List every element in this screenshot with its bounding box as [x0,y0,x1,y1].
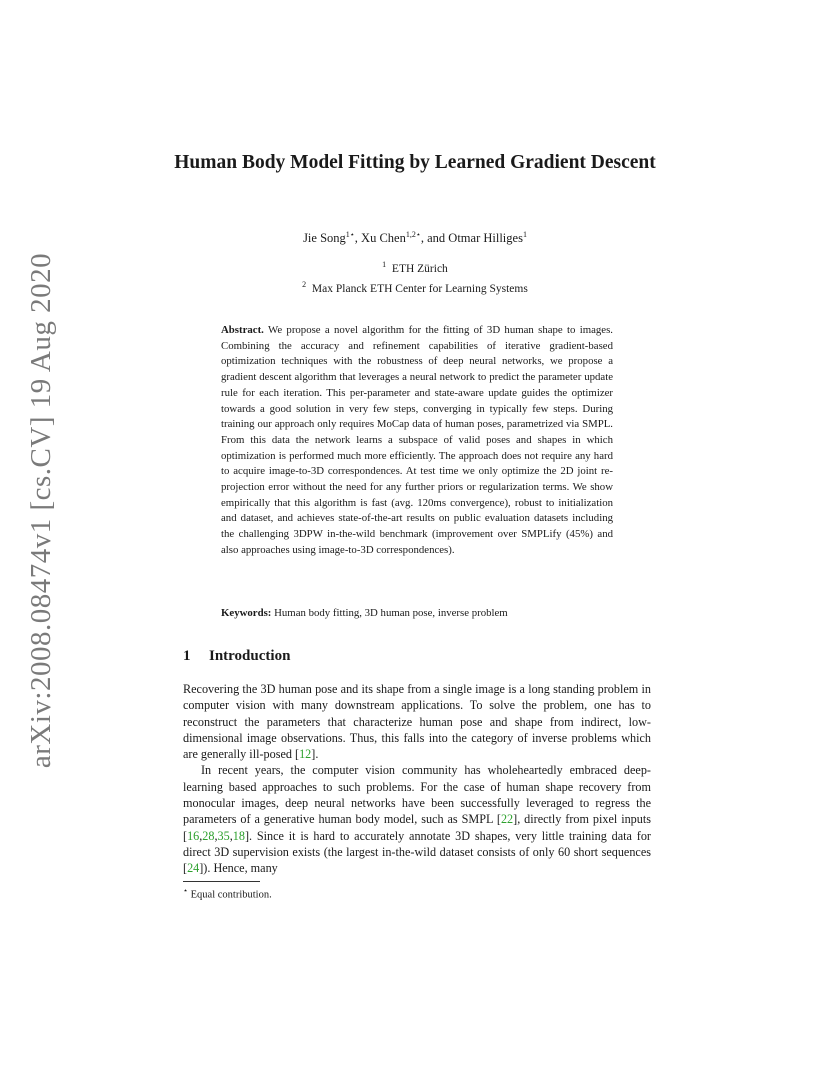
citation-link[interactable]: 12 [299,747,312,762]
text-run: In recent years, the computer vision community has wholeheartedly embraced deep-learning based approaches to such problems. For the case of human shape recovery from monocular images, deep neural networks have been successfully leveraged to regress the parameters of a generative human body model, such as SMPL [ [183,763,651,827]
paper-title: Human Body Model Fitting by Learned Gradient Descent [174,152,656,173]
affiliation-name: ETH Zürich [391,262,448,275]
arxiv-id: arXiv:2008.08474v1 [cs.CV] 19 Aug 2020 [25,252,58,768]
abstract [221,323,613,559]
arxiv-stamp [20,252,64,768]
text-run: , [229,828,233,843]
section-heading [183,648,290,665]
author-name: Jie Song [303,231,346,246]
section-title: Introduction [209,648,291,664]
text-run: ]. Since it is hard to accurately annotate 3D shapes, very little training data for direct 3D supervision exists (the largest in-the-wild dataset consists of only 60 short sequences [ [183,828,651,876]
author-mark: 1⋆ [345,230,355,239]
paragraph [183,681,651,762]
affiliation-mark: 1 [382,260,387,269]
citation-link[interactable]: 24 [187,861,200,876]
affiliations [200,257,630,297]
keywords-text: Human body fitting, 3D human pose, inverse problem [274,607,508,619]
text-run: , [199,828,203,843]
footnote [183,886,272,901]
affiliation [200,257,630,277]
abstract-label: Abstract. [221,324,264,336]
paragraph [183,762,651,876]
citation-link[interactable]: 16 [187,828,200,843]
author-name: Xu Chen [361,231,406,246]
footnote-text: Equal contribution. [190,889,272,901]
keywords [221,606,613,621]
abstract-text: We propose a novel algorithm for the fitting of 3D human shape to images. Combining the accuracy and refinement capabilities of iterative gradient-based optimization techniques with the robustness of deep neural networks, we propose a gradient descent algorithm that leverages a neural network to predict the parameter update rule for each iteration. This per-parameter and state-aware update guides the optimizer towards a good solution in very few steps, converging in typically few steps. During training our approach only requires MoCap data of human poses, parametrized via SMPL. From this data the network learns a subspace of valid poses and shapes in which optimization is performed much more efficiently. The approach does not require any hard to acquire image-to-3D correspondences. At test time we only optimize the 2D joint re-projection error without the need for any further priors or regularization terms. We show empirically that this algorithm is fast (avg. 120ms convergence), robust to initialization and dataset, and achieves state-of-the-art results on public evaluation datasets including the challenging 3DPW in-the-wild benchmark (improvement over SMPLify (45%) and also approaches using image-to-3D correspondences). [221,324,613,556]
keywords-label: Keywords: [221,607,272,619]
author-mark: 1 [522,230,527,239]
author-mark: 1,2⋆ [405,230,421,239]
affiliation [200,277,630,297]
text-run: ], directly from pixel inputs [ [183,812,651,843]
footnote-mark: ⋆ [183,886,189,895]
author-list [180,230,650,246]
affiliation-mark: 2 [302,279,307,289]
citation-link[interactable]: 22 [500,812,514,827]
footnote-rule [183,881,260,882]
citation-link[interactable]: 28 [202,828,215,843]
author-separator: , [354,231,362,246]
text-run: ]). Hence, many [199,861,278,876]
author-name: Otmar Hilliges [448,231,523,246]
affiliation-name: Max Planck ETH Center for Learning Systems [311,282,528,295]
citation-link[interactable]: 18 [232,828,245,843]
text-run: ]. [311,747,319,762]
text-run: Recovering the 3D human pose and its shape from a single image is a long standing problem in computer vision with many downstream applications. To solve the problem, one has to reconstruct the parameters that characterize human pose and shape from indirect, low-dimensional image observations. Thus, this falls into the category of inverse problems which are generally ill-posed [ [183,682,651,762]
section-number: 1 [183,648,191,664]
text-run: , [214,828,218,843]
author-separator: , and [420,231,449,246]
citation-link[interactable]: 35 [217,828,230,843]
body-text [183,681,651,877]
